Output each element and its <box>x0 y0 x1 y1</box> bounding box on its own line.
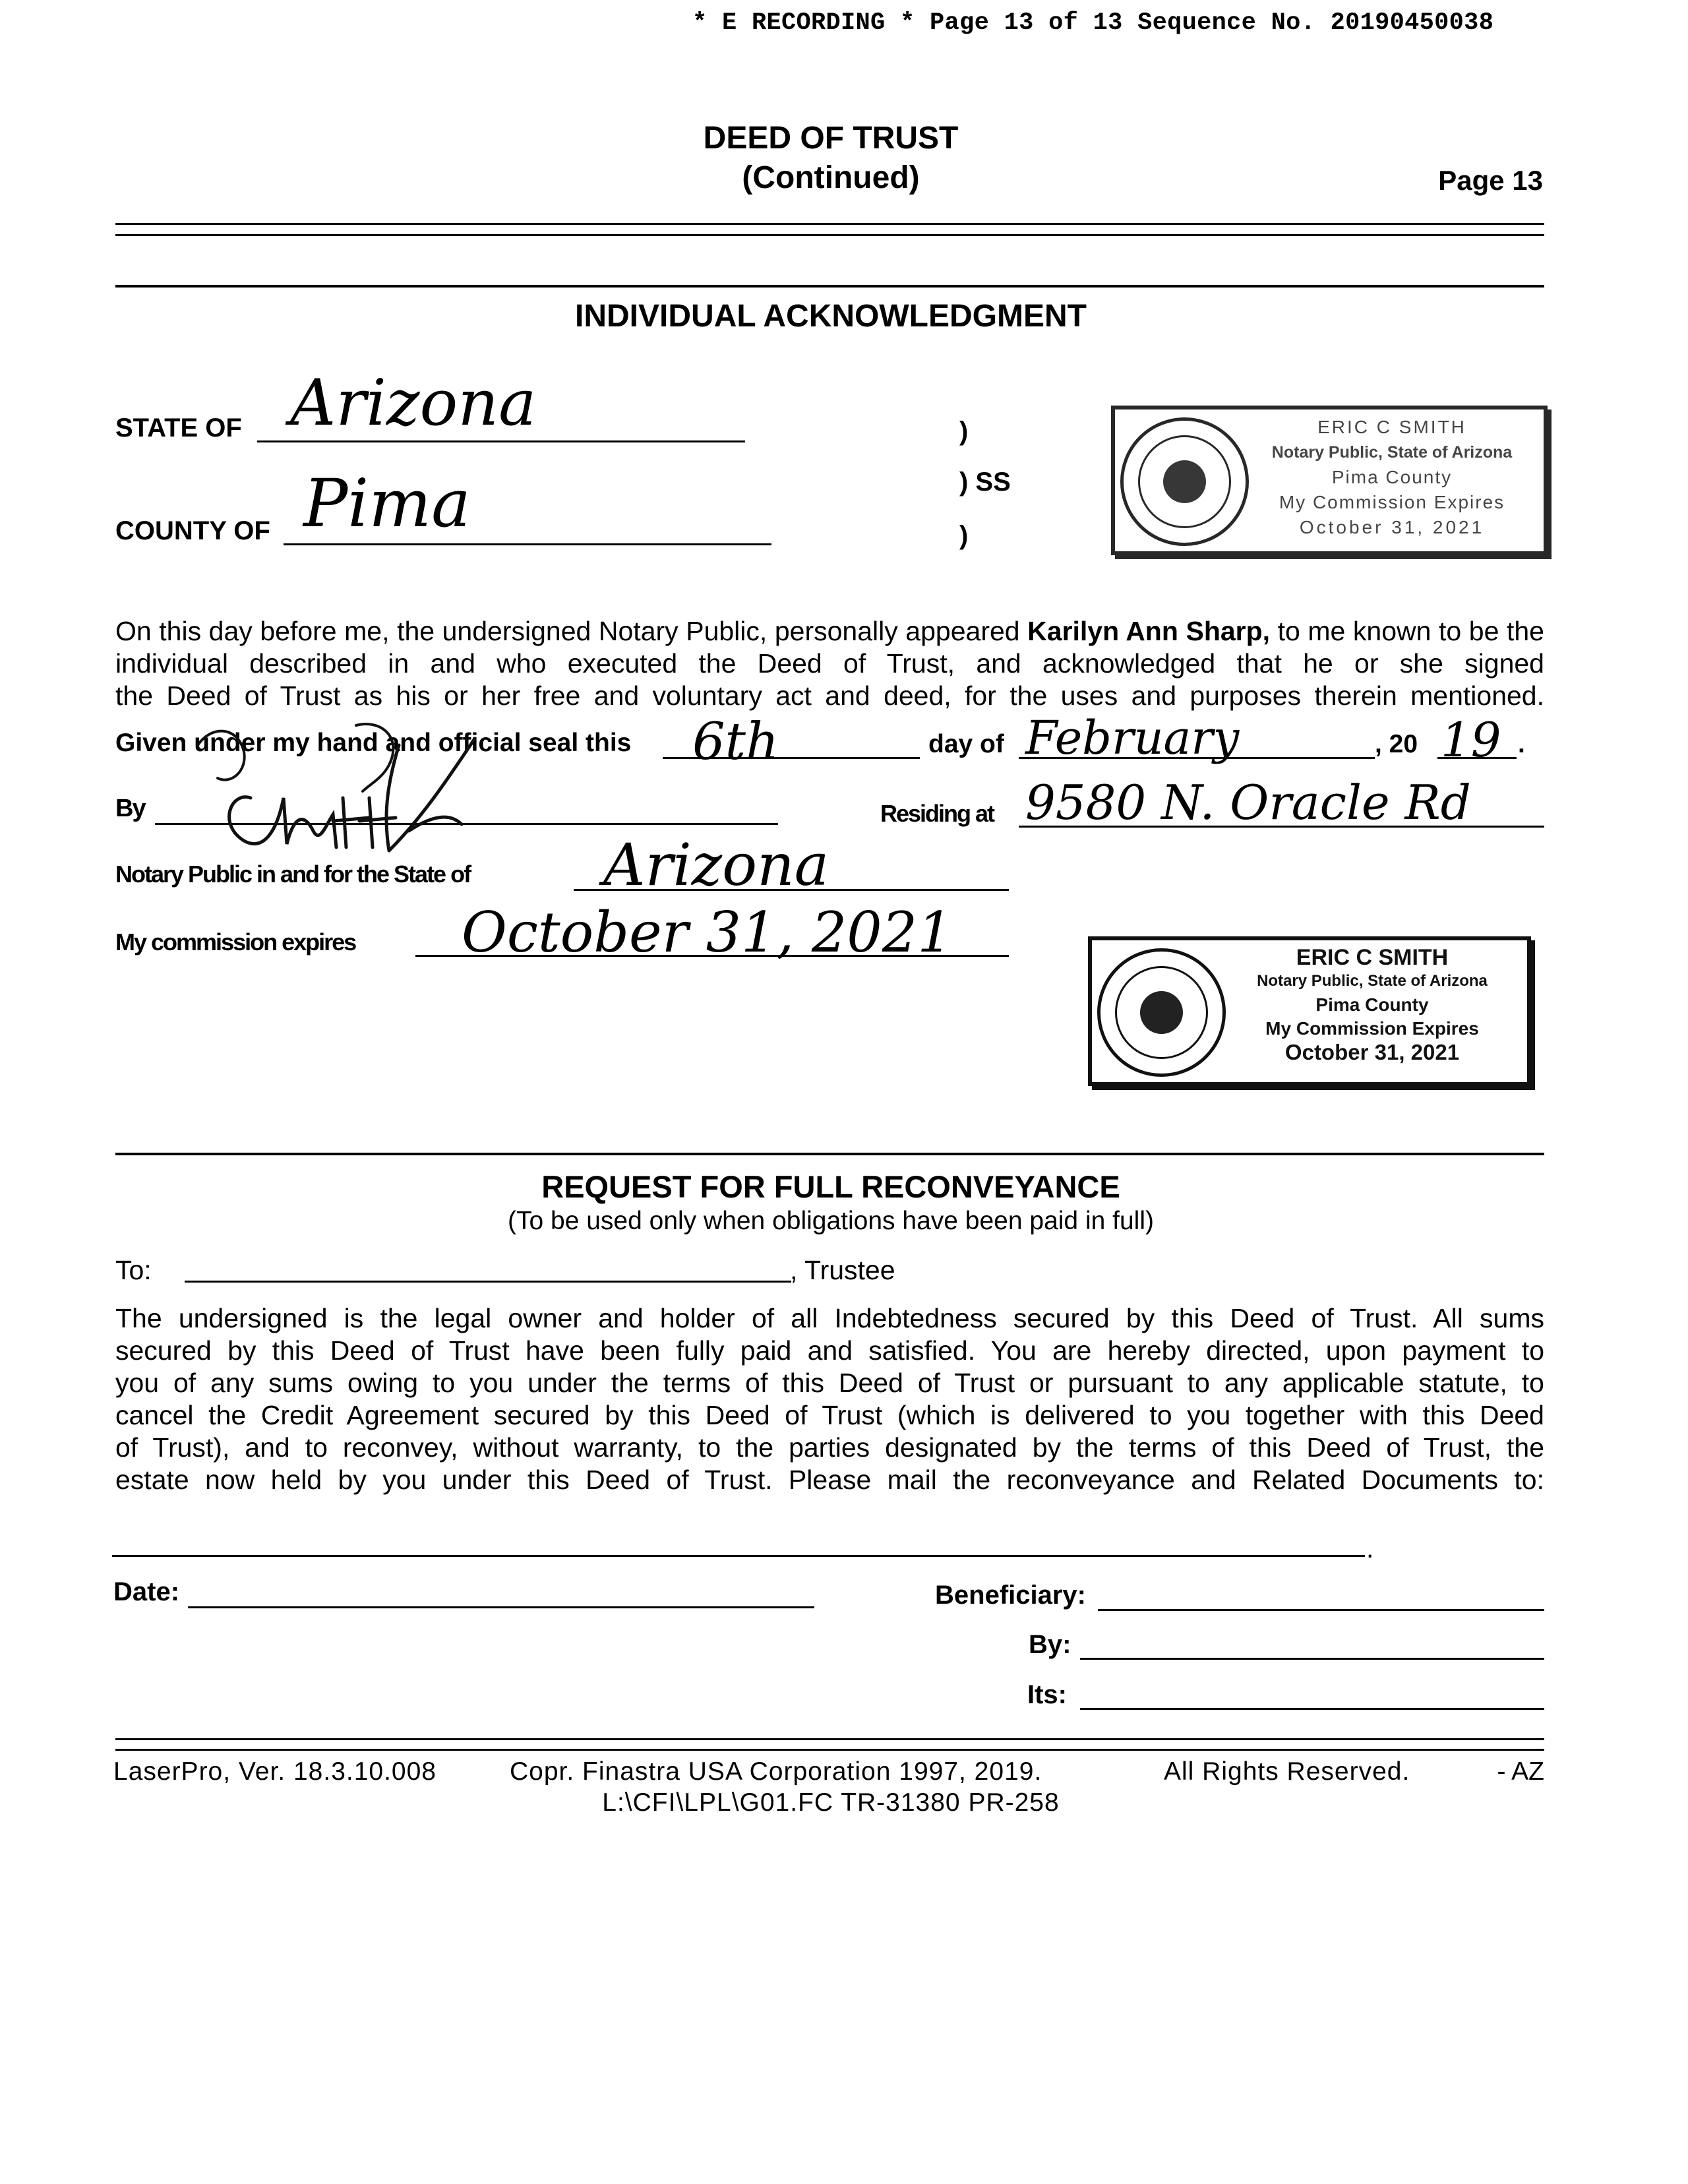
notary-seal-top-icon <box>1120 417 1249 546</box>
section-rule-ack <box>115 285 1544 288</box>
state-value: Arizona <box>290 366 537 440</box>
stamp-bottom-expires-date: October 31, 2021 <box>1284 1040 1460 1064</box>
its-underline <box>1080 1708 1544 1710</box>
reconveyance-body-line-1: The undersigned is the legal owner and holder of all Indebtedness secured by this Deed of Trust. All sums <box>115 1303 1544 1333</box>
notary-signature-graphic <box>171 699 514 870</box>
beneficiary-underline <box>1098 1609 1544 1611</box>
footer-version: LaserPro, Ver. 18.3.10.008 <box>113 1757 437 1786</box>
commission-label: My commission expires <box>115 928 356 956</box>
to-label: To: <box>115 1255 152 1285</box>
paren-3: ) <box>959 521 969 550</box>
footer-rule-bottom <box>115 1749 1544 1751</box>
ack-para-line3: the Deed of Trust as his or her free and voluntary act and deed, for the uses and purposes therein mentioned. <box>115 681 1544 711</box>
residing-label: Residing at <box>880 800 994 827</box>
day-of-label: day of <box>928 730 1004 758</box>
county-underline <box>284 543 771 545</box>
stamp-top-expires-label: My Commission Expires <box>1279 492 1505 512</box>
ss-label: ) SS <box>959 468 1011 497</box>
commission-value: October 31, 2021 <box>462 900 953 965</box>
footer-rule-top <box>115 1738 1544 1740</box>
beneficiary-label: Beneficiary: <box>935 1581 1086 1610</box>
notary-stamp-bottom <box>1088 936 1531 1086</box>
mail-to-underline <box>112 1555 1365 1557</box>
footer-rights: All Rights Reserved. <box>1164 1757 1410 1786</box>
rc-by-underline <box>1080 1658 1544 1660</box>
ack-para-before: On this day before me, the undersigned Notary Public, personally appeared <box>115 616 1028 646</box>
stamp-bottom-county: Pima County <box>1315 994 1429 1015</box>
paren-1: ) <box>959 417 969 446</box>
reconveyance-body-line-5: of Trust), and to reconvey, without warranty, to the parties designated by the terms of this Deed of Trust, the <box>115 1432 1544 1463</box>
footer-file-code: L:\CFI\LPL\G01.FC TR-31380 PR-258 <box>602 1788 1060 1817</box>
county-label: COUNTY OF <box>115 516 270 545</box>
stamp-top-county: Pima County <box>1331 467 1453 487</box>
recording-header: * E RECORDING * Page 13 of 13 Sequence No. 20190450038 <box>692 9 1494 37</box>
by-label: By <box>115 795 145 822</box>
its-label: Its: <box>1027 1680 1067 1709</box>
year-prefix: , 20 <box>1375 730 1418 758</box>
month-value: February <box>1025 711 1240 765</box>
ack-para-line2: be the individual described in and who executed the Deed of Trust, and acknowledged that he or she signed <box>115 616 1544 679</box>
ack-heading: INDIVIDUAL ACKNOWLEDGMENT <box>575 299 1087 334</box>
doc-subtitle: (Continued) <box>742 160 920 195</box>
rc-by-label: By: <box>1029 1630 1071 1659</box>
reconveyance-body-line-6: estate now held by you under this Deed of Trust. Please mail the reconveyance and Related Documents to: <box>115 1465 1544 1495</box>
header-rule-bottom <box>115 234 1544 236</box>
trustee-label: , Trustee <box>790 1255 895 1285</box>
reconveyance-subheading: (To be used only when obligations have been paid in full) <box>508 1207 1154 1235</box>
reconveyance-body-line-4: cancel the Credit Agreement secured by this Deed of Trust (which is delivered to you together with this Deed <box>115 1400 1544 1430</box>
footer-copyright: Copr. Finastra USA Corporation 1997, 2019. <box>510 1757 1042 1786</box>
stamp-top-title: Notary Public, State of Arizona <box>1271 443 1513 462</box>
year-suffix: . <box>1518 730 1525 758</box>
date-underline <box>188 1606 814 1608</box>
reconveyance-body-line-3: you of any sums owing to you under the terms of this Deed of Trust or pursuant to any applicable statute, to <box>115 1368 1544 1398</box>
notary-stamp-top <box>1111 406 1548 555</box>
mail-to-period: . <box>1366 1533 1374 1563</box>
reconveyance-body <box>115 1302 1544 1496</box>
ack-para-line1-end: to me known to <box>1270 616 1462 646</box>
footer-state: - AZ <box>1497 1757 1544 1786</box>
county-value: Pima <box>303 465 471 542</box>
stamp-bottom-name: ERIC C SMITH <box>1296 945 1449 970</box>
notary-seal-bottom-icon <box>1097 948 1226 1077</box>
notary-state-value: Arizona <box>603 831 829 899</box>
ack-paragraph <box>115 615 1544 712</box>
residing-value: 9580 N. Oracle Rd <box>1025 775 1471 830</box>
signer-name: Karilyn Ann Sharp, <box>1027 616 1271 646</box>
year-value: 19 <box>1441 712 1501 768</box>
reconveyance-body-line-2: secured by this Deed of Trust have been fully paid and satisfied. You are hereby directed, upon payment to <box>115 1335 1544 1366</box>
given-label: Given under my hand and official seal this <box>115 729 632 757</box>
state-underline <box>257 440 745 442</box>
notary-state-label: Notary Public in and for the State of <box>115 861 471 888</box>
reconveyance-heading: REQUEST FOR FULL RECONVEYANCE <box>541 1169 1120 1204</box>
state-label: STATE OF <box>115 413 242 442</box>
page-label: Page 13 <box>1438 165 1543 196</box>
given-day-value: 6th <box>692 712 779 772</box>
doc-title: DEED OF TRUST <box>703 121 959 156</box>
stamp-bottom-expires-label: My Commission Expires <box>1265 1018 1479 1039</box>
stamp-top-name: ERIC C SMITH <box>1317 417 1466 437</box>
stamp-bottom-title: Notary Public, State of Arizona <box>1257 972 1488 990</box>
header-rule-top <box>115 223 1544 225</box>
date-label: Date: <box>113 1577 180 1606</box>
trustee-underline <box>185 1281 791 1283</box>
section-rule-reconveyance <box>115 1153 1544 1155</box>
stamp-top-expires-date: October 31, 2021 <box>1299 517 1485 537</box>
